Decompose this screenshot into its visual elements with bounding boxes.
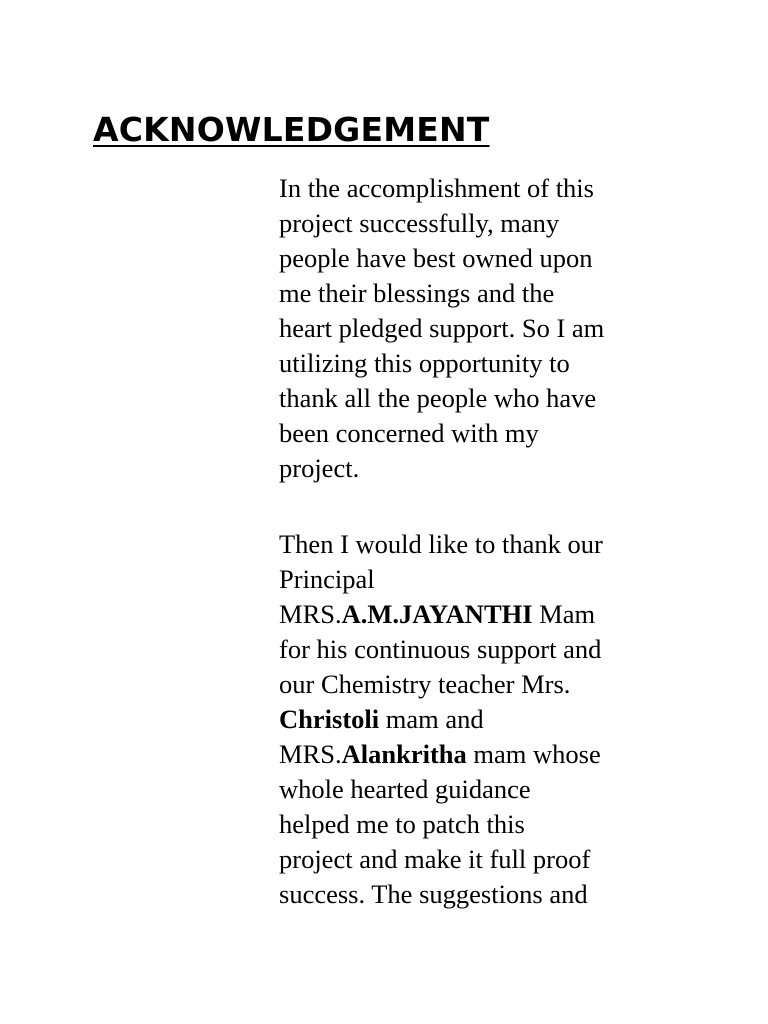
paragraph-line: helped me to patch this [279,809,525,839]
paragraph-line: people have best owned upon [279,243,593,273]
paragraph-text: Mam [532,599,596,629]
paragraph-line: success. The suggestions and [279,879,588,909]
paragraph-line [279,702,684,737]
teacher-name: Alankritha [341,739,467,769]
honorific-text: MRS. [279,739,342,769]
page-title: ACKNOWLEDGEMENT [93,110,490,149]
paragraph-line: whole hearted guidance [279,774,531,804]
paragraph-thanks [279,527,684,912]
paragraph-line: thank all the people who have [279,383,597,413]
paragraph-line: Then I would like to thank our [279,529,603,559]
paragraph-line: for his continuous support and [279,634,602,664]
honorific-text: MRS. [279,599,342,629]
paragraph-line [279,597,684,632]
principal-name: A.M.JAYANTHI [341,599,533,629]
paragraph-line: project. [279,453,360,483]
paragraph-line: been concerned with my [279,418,539,448]
paragraph-line: our Chemistry teacher Mrs. [279,669,571,699]
paragraph-line: heart pledged support. So I am [279,313,605,343]
paragraph-line: In the accomplishment of this [279,173,594,203]
paragraph-line: me their blessings and the [279,278,555,308]
teacher-name: Christoli [279,704,380,734]
paragraph-line: project successfully, many [279,208,560,238]
paragraph-text: mam whose [466,739,601,769]
paragraph-text: mam and [379,704,484,734]
paragraph-line: utilizing this opportunity to [279,348,570,378]
paragraph-line [279,737,684,772]
paragraph-intro [279,171,684,486]
paragraph-line: project and make it full proof [279,844,591,874]
paragraph-line: Principal [279,564,375,594]
